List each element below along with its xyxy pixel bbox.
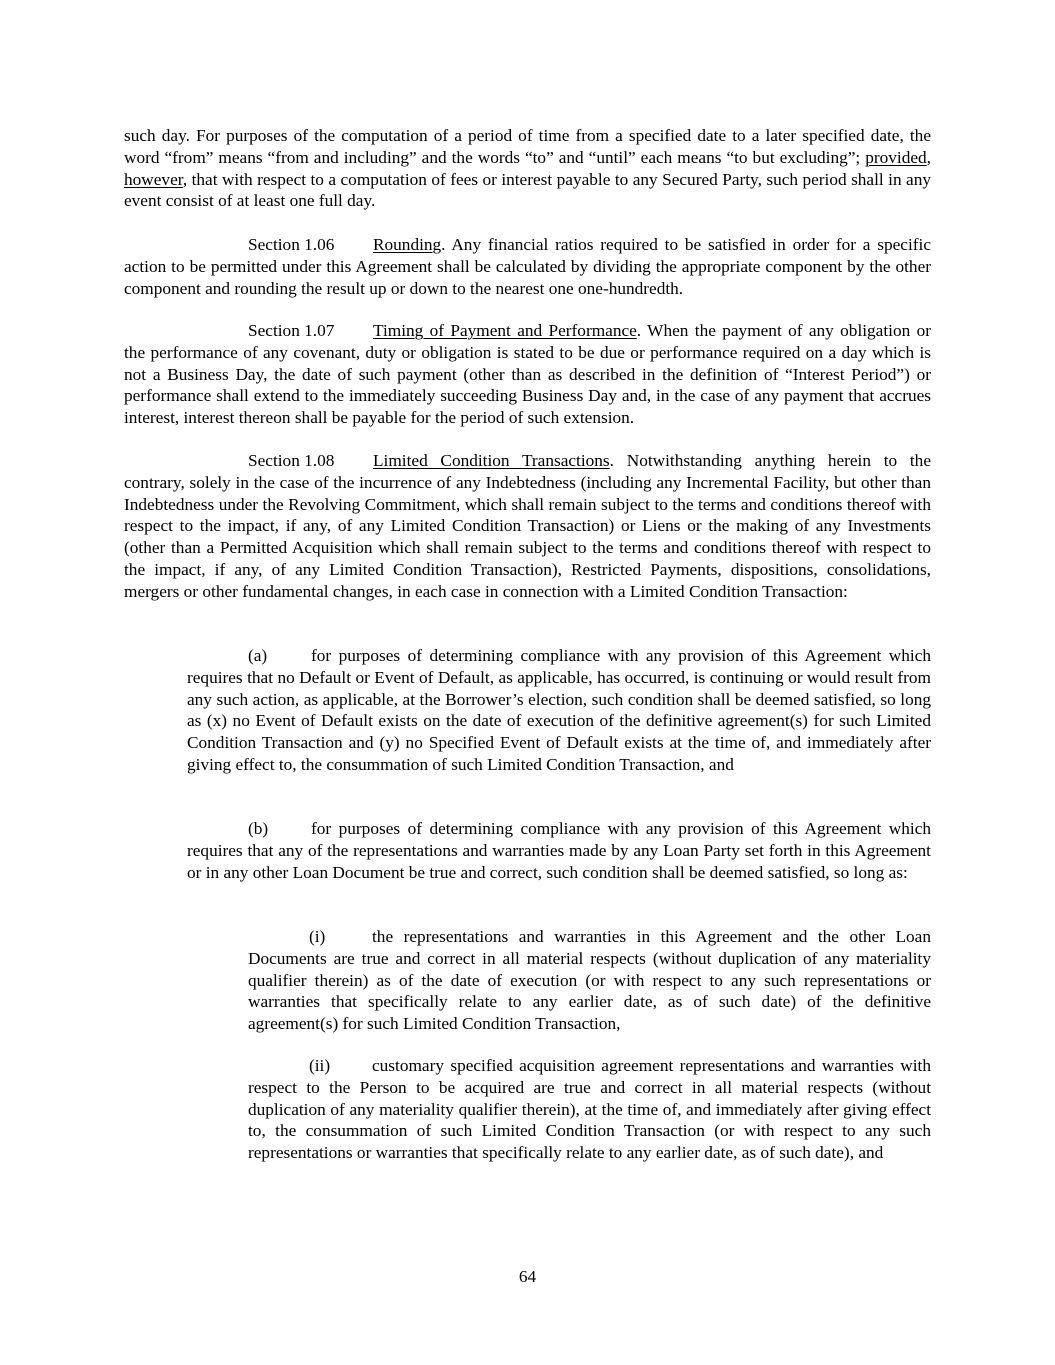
clause-body: the representations and warranties in this Agreement and the other Loan Documents are true and correct in all material respects (without duplication of any materiality qualifier therein) as of the date of execution (or with respect to any such representations or warranties that specifically relate to any earlier date, as of such date) of the definitive agreement(s) for such Limited Condition Transaction, (248, 927, 931, 1034)
section-1-08 (124, 450, 931, 603)
text-run: , that with respect to a computation of fees or interest payable to any Secured Party, such period shall in any event consist of at least one full day. (124, 169, 931, 211)
clause-body: customary specified acquisition agreement representations and warranties with respect to the Person to be acquired are true and correct in all material respects (without duplication of any materiality qualifier therein), at the time of, and immediately after giving effect to, the consummation of such Limited Condition Transaction (or with respect to any such representations or warranties that specifically relate to any earlier date, as of such date), and (248, 1056, 931, 1163)
clause-label: (a) (248, 646, 268, 665)
section-body: . Any financial ratios required to be satisfied in order for a specific action to be permitted under this Agreement shall be calculated by dividing the appropriate component by the other component and rounding the result up or down to the nearest one one-hundredth. (124, 235, 931, 298)
section-body: . When the payment of any obligation or the performance of any covenant, duty or obligation is stated to be due or performance required on a day which is not a Business Day, the date of such payment (other than as described in the definition of “Interest Period”) or performance shall extend to the immediately succeeding Business Day and, in the case of any payment that accrues interest, interest thereon shall be payable for the period of such extension. (124, 321, 931, 428)
clause-a (187, 645, 931, 776)
text-run: , (926, 147, 931, 167)
text-run: such day. For purposes of the computation of a period of time from a specified date to a later specified date, the word “from” means “from and including” and the words “to” and “until” each means “to but excluding”; (124, 126, 931, 167)
section-number: Section 1.06 (248, 235, 335, 254)
section-1-07 (124, 320, 931, 429)
clause-body: for purposes of determining compliance with any provision of this Agreement which requires that no Default or Event of Default, as applicable, has occurred, is continuing or would result from any such action, as applicable, at the Borrower’s election, such condition shall be deemed satisfied, so long as (x) no Event of Default exists on the date of execution of the definitive agreement(s) for such Limited Condition Transaction and (y) no Specified Event of Default exists at the time of, and immediately after giving effect to, the consummation of such Limited Condition Transaction, and (187, 646, 931, 774)
clause-label: (i) (309, 927, 326, 946)
clause-ii (248, 1055, 931, 1164)
section-1-06 (124, 234, 931, 299)
clause-b (187, 818, 931, 883)
section-body: . Notwithstanding anything herein to the contrary, solely in the case of the incurrence of any Indebtedness (including any Incremental Facility, but other than Indebtedness under the Revolving Commitment, which shall remain subject to the terms and conditions thereof with respect to the impact, if any, of any Limited Condition Transaction) or Liens or the making of any Investments (other than a Permitted Acquisition which shall remain subject to the terms and conditions thereof with respect to the impact, if any, of any Limited Condition Transaction), Restricted Payments, dispositions, consolidations, mergers or other fundamental changes, in each case in connection with a Limited Condition Transaction: (124, 451, 931, 601)
underlined-term: provided (865, 147, 927, 167)
section-number: Section 1.07 (248, 321, 335, 340)
underlined-term: however (124, 169, 183, 189)
section-title: Rounding (373, 235, 442, 254)
clause-label: (ii) (309, 1056, 331, 1075)
section-title: Limited Condition Transactions (373, 451, 610, 470)
paragraph-continuation (124, 125, 931, 212)
section-number: Section 1.08 (248, 451, 335, 470)
clause-body: for purposes of determining compliance with any provision of this Agreement which requires that any of the representations and warranties made by any Loan Party set forth in this Agreement or in any other Loan Document be true and correct, such condition shall be deemed satisfied, so long as: (187, 819, 931, 882)
page-number: 64 (518, 1267, 537, 1286)
clause-label: (b) (248, 819, 269, 838)
clause-i (248, 926, 931, 1035)
section-title: Timing of Payment and Performance (373, 321, 637, 340)
